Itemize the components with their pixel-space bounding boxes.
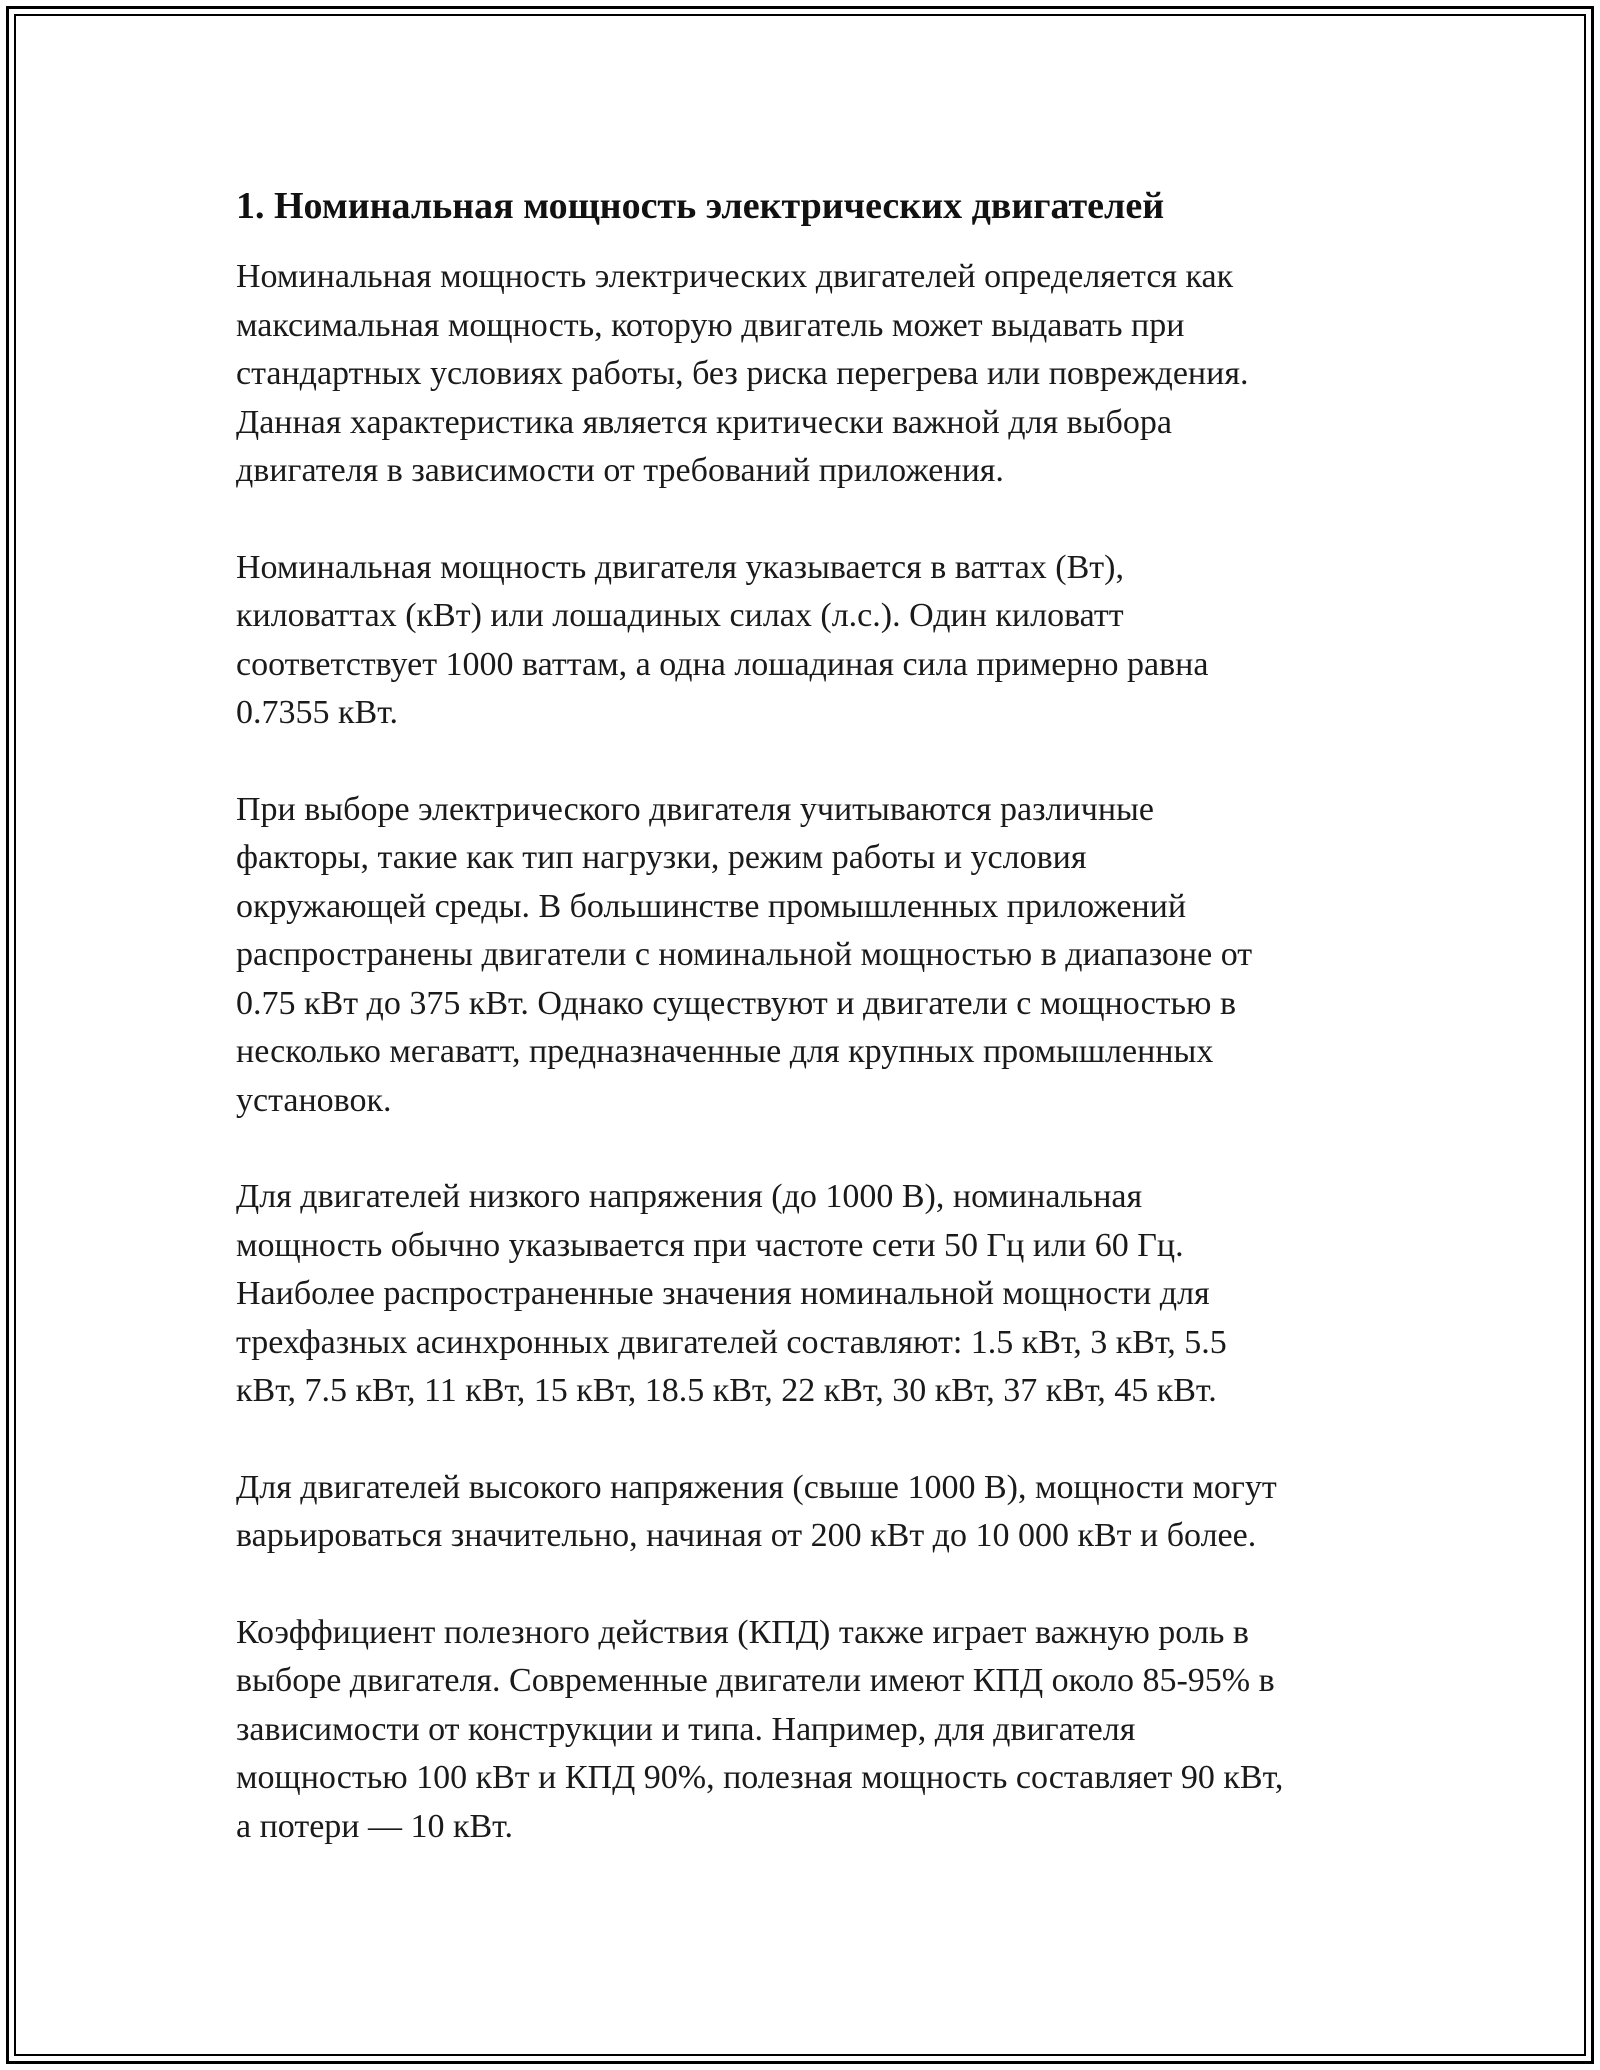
paragraph-selection-factors: [236, 786, 1396, 1126]
paragraph-line: а потери — 10 кВт.: [236, 1807, 513, 1845]
paragraph-line: Для двигателей высокого напряжения (свыше 1000 В), мощности могут: [236, 1468, 1277, 1506]
paragraph-line: установок.: [236, 1081, 392, 1119]
paragraph-definition: [236, 253, 1396, 496]
paragraph-high-voltage: [236, 1464, 1396, 1561]
paragraph-line: окружающей среды. В большинстве промышленных приложений: [236, 887, 1187, 925]
paragraph-line: Наиболее распространенные значения номинальной мощности для: [236, 1275, 1210, 1313]
paragraph-line: зависимости от конструкции и типа. Например, для двигателя: [236, 1710, 1136, 1748]
paragraph-line: максимальная мощность, которую двигатель может выдавать при: [236, 306, 1185, 344]
paragraph-line: мощностью 100 кВт и КПД 90%, полезная мощность составляет 90 кВт,: [236, 1759, 1284, 1797]
paragraph-efficiency: [236, 1609, 1396, 1852]
paragraph-units: [236, 544, 1396, 738]
paragraph-line: распространены двигатели с номинальной мощностью в диапазоне от: [236, 936, 1253, 974]
paragraph-line: стандартных условиях работы, без риска перегрева или повреждения.: [236, 355, 1249, 393]
section-heading: 1. Номинальная мощность электрических двигателей: [236, 185, 1165, 227]
paragraph-low-voltage: [236, 1173, 1396, 1416]
paragraph-line: соответствует 1000 ваттам, а одна лошадиная сила примерно равна: [236, 645, 1209, 683]
paragraph-line: двигателя в зависимости от требований приложения.: [236, 452, 1004, 490]
paragraph-line: При выборе электрического двигателя учитываются различные: [236, 790, 1154, 828]
paragraph-line: 0.75 кВт до 375 кВт. Однако существуют и двигатели с мощностью в: [236, 984, 1236, 1022]
paragraph-line: Коэффициент полезного действия (КПД) также играет важную роль в: [236, 1613, 1249, 1651]
paragraph-line: мощность обычно указывается при частоте сети 50 Гц или 60 Гц.: [236, 1226, 1184, 1264]
document-body: [236, 182, 1396, 1899]
paragraph-line: факторы, такие как тип нагрузки, режим работы и условия: [236, 839, 1087, 877]
paragraph-line: варьироваться значительно, начиная от 200 кВт до 10 000 кВт и более.: [236, 1517, 1257, 1555]
paragraph-line: Для двигателей низкого напряжения (до 1000 В), номинальная: [236, 1178, 1143, 1216]
paragraph-line: выборе двигателя. Современные двигатели имеют КПД около 85-95% в: [236, 1662, 1275, 1700]
paragraph-line: Номинальная мощность электрических двигателей определяется как: [236, 258, 1234, 296]
paragraph-line: Номинальная мощность двигателя указывается в ваттах (Вт),: [236, 548, 1124, 586]
paragraph-line: кВт, 7.5 кВт, 11 кВт, 15 кВт, 18.5 кВт, 22 кВт, 30 кВт, 37 кВт, 45 кВт.: [236, 1372, 1217, 1410]
paragraph-line: киловаттах (кВт) или лошадиных силах (л.с.). Один киловатт: [236, 597, 1124, 635]
paragraph-line: Данная характеристика является критически важной для выбора: [236, 403, 1172, 441]
paragraph-line: трехфазных асинхронных двигателей составляют: 1.5 кВт, 3 кВт, 5.5: [236, 1323, 1227, 1361]
paragraph-line: 0.7355 кВт.: [236, 694, 398, 732]
paragraph-line: несколько мегаватт, предназначенные для крупных промышленных: [236, 1033, 1214, 1071]
